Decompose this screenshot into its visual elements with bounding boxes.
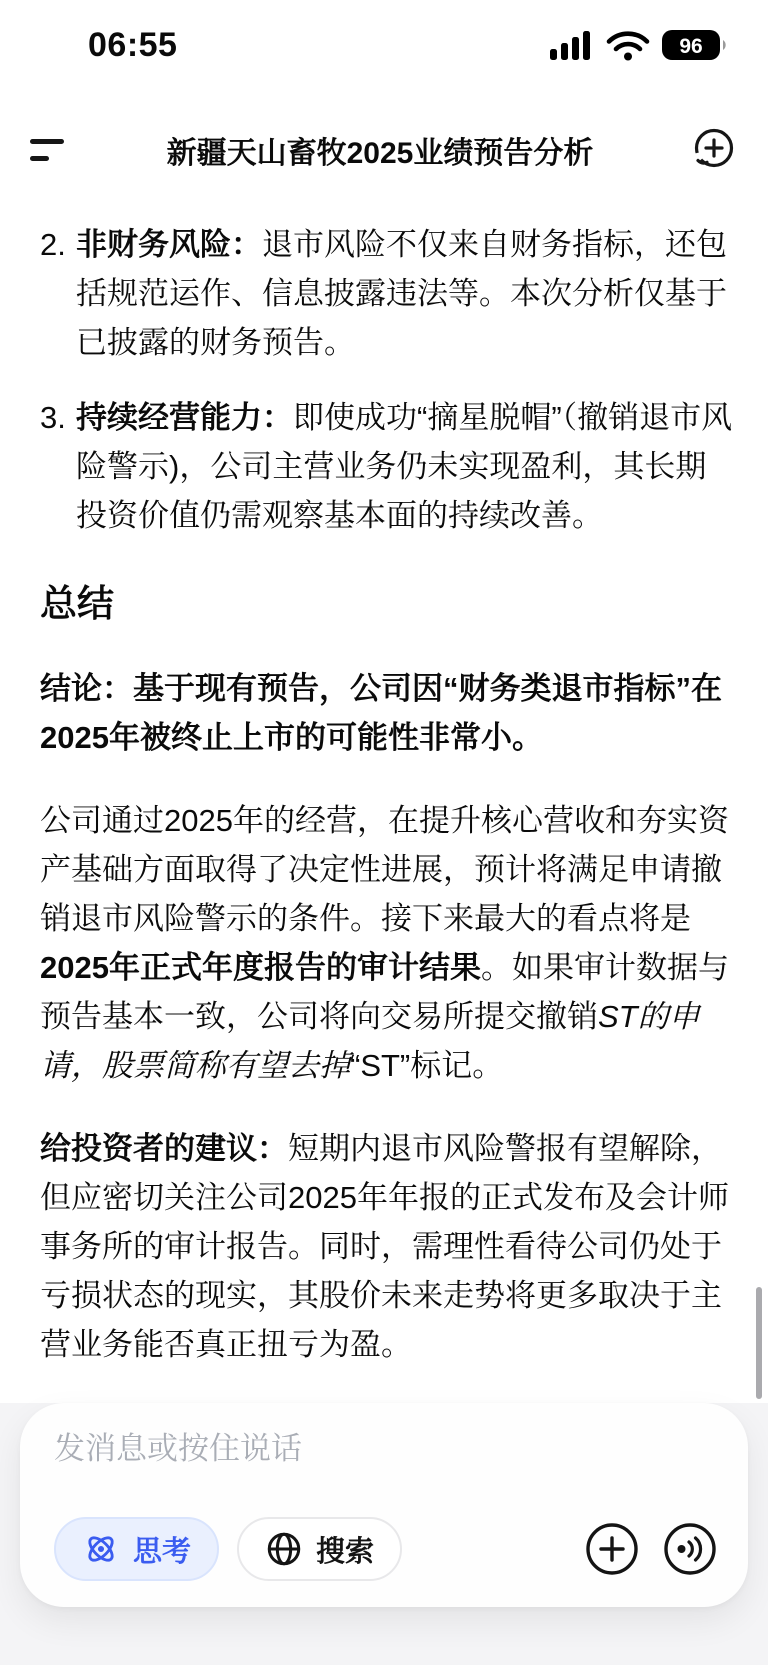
scrollbar[interactable]: [756, 1287, 762, 1399]
attach-plus-icon[interactable]: [584, 1521, 640, 1577]
message-paragraph: 公司通过2025年的经营，在提升核心营收和夯实资产基础方面取得了决定性进展，预计将满足申请撤销退市风险警示的条件。接下来最大的看点将是2025年正式年度报告的审计结果。如果审计数据与预告基本一致，公司将向交易所提交撤销ST的申请，股票简称有望去掉“ST”标记。: [40, 803, 729, 1083]
section-heading: 总结: [40, 583, 114, 624]
status-icons: [550, 29, 730, 61]
status-time: 06:55: [88, 25, 178, 64]
message-input[interactable]: [54, 1431, 718, 1467]
chat-header: [0, 66, 768, 184]
search-mode-label: 搜索: [316, 1535, 375, 1568]
think-mode-label: 思考: [133, 1535, 192, 1568]
status-bar: [0, 0, 768, 66]
voice-input-icon[interactable]: [662, 1521, 718, 1577]
message-paragraph: 给投资者的建议：短期内退市风险警报有望解除，但应密切关注公司2025年年报的正式发布及会计师事务所的审计报告。同时，需理性看待公司仍处于亏损状态的现实，其股价未来走势将更多取决于主营业务能否真正扭亏为盈。: [40, 1131, 729, 1362]
composer-toolbar: [54, 1517, 718, 1581]
list-item-number: 2.: [40, 227, 66, 262]
wifi-icon: [606, 29, 650, 61]
search-mode-button[interactable]: [237, 1517, 402, 1581]
list-item: [40, 393, 734, 540]
list-item: [40, 220, 734, 367]
list-item-text: 持续经营能力：即使成功“摘星脱帽”（撤销退市风险警示)，公司主营业务仍未实现盈利，其长期投资价值仍需观察基本面的持续改善。: [76, 400, 733, 533]
list-item-number: 3.: [40, 400, 66, 435]
message-paragraph: 结论：基于现有预告，公司因“财务类退市指标”在 2025年被终止上市的可能性非常小。: [40, 671, 722, 755]
page-title: 新疆天山畜牧2025业绩预告分析: [166, 137, 594, 170]
composer-card: [20, 1403, 748, 1607]
new-chat-icon[interactable]: [690, 126, 738, 174]
globe-icon: [265, 1530, 303, 1568]
atom-icon: [82, 1530, 120, 1568]
battery-level-text: 96: [679, 35, 703, 58]
battery-icon: [662, 29, 730, 61]
list-item-text: 非财务风险：退市风险不仅来自财务指标，还包括规范运作、信息披露违法等。本次分析仅基于已披露的财务预告。: [76, 227, 727, 360]
composer-area: [0, 1403, 768, 1665]
think-mode-button[interactable]: [54, 1517, 219, 1581]
menu-icon[interactable]: [30, 135, 70, 165]
signal-icon: [550, 29, 594, 61]
assistant-message: [0, 184, 768, 1369]
